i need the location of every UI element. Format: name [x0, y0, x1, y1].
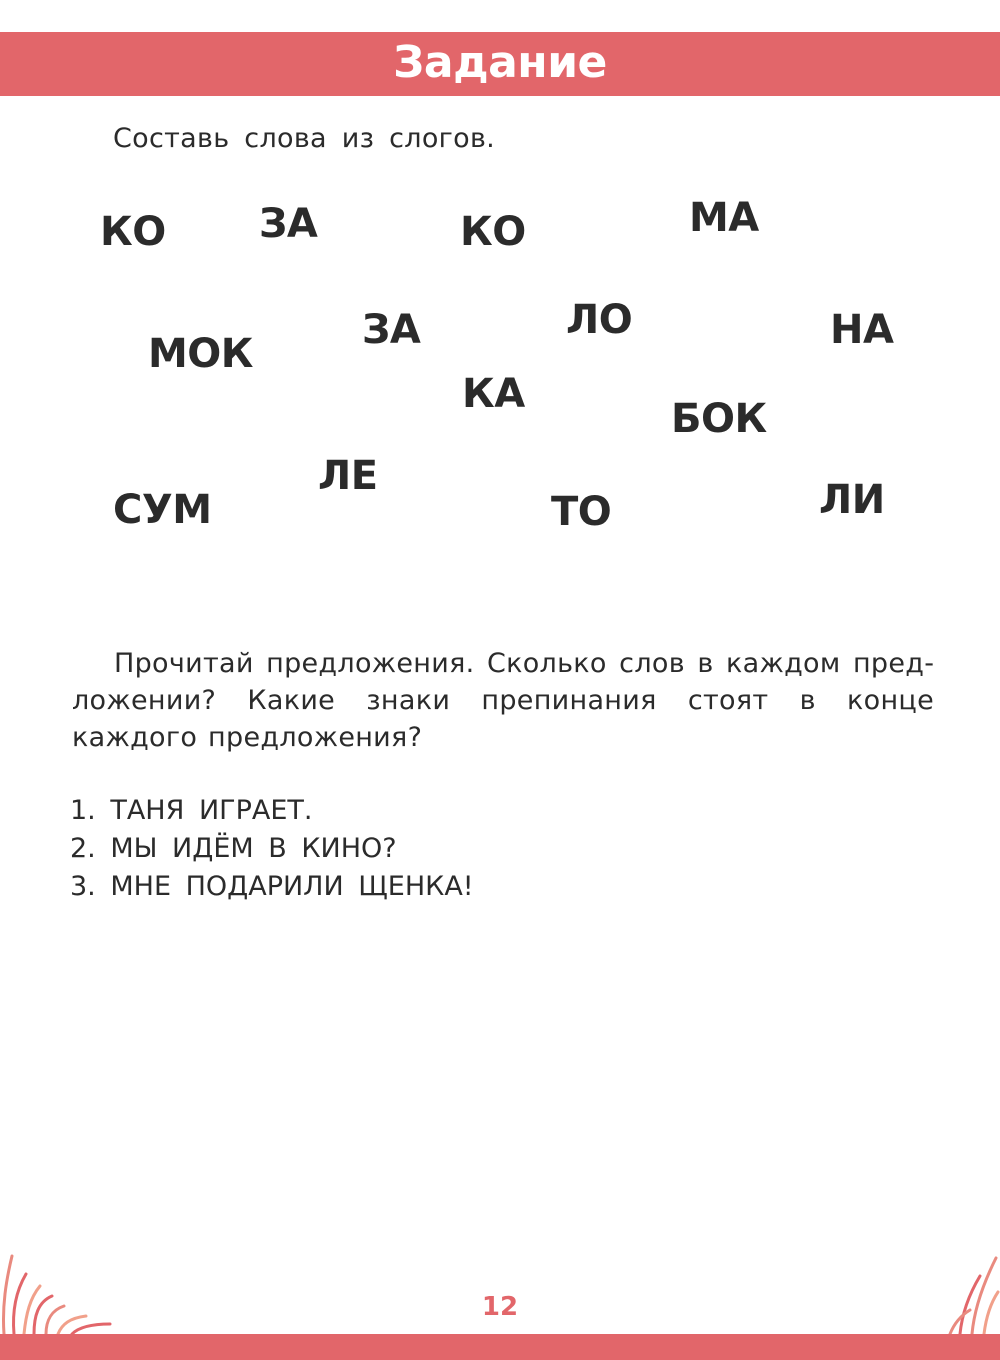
page-number: 12	[481, 1292, 519, 1322]
syllable-item: ЛО	[566, 297, 633, 343]
task1-instruction: Составь слова из слогов.	[113, 123, 496, 154]
syllable-item: КА	[462, 371, 525, 417]
syllable-item: МА	[689, 195, 759, 241]
task2-instruction: Прочитай предложения. Сколько слов в каждом предложении? Какие знаки препинания стоят в конце каждого предложения?	[72, 648, 934, 753]
syllable-item: БОК	[671, 396, 767, 442]
syllable-item: СУМ	[113, 487, 212, 533]
syllable-item: МОК	[148, 331, 254, 377]
syllable-item: ЛЕ	[318, 453, 378, 499]
syllable-item: КО	[100, 209, 166, 255]
grass-left-icon	[0, 1236, 140, 1336]
syllable-item: НА	[830, 307, 894, 353]
footer-band	[0, 1334, 1000, 1360]
sentence-item: 3. МНЕ ПОДАРИЛИ ЩЕНКА!	[70, 871, 474, 902]
syllable-item: ЛИ	[819, 477, 885, 523]
syllable-item: ТО	[551, 489, 612, 535]
page-title: Задание	[393, 37, 607, 88]
syllable-item: КО	[460, 209, 526, 255]
grass-right-icon	[940, 1236, 1000, 1336]
sentences-list	[70, 792, 474, 906]
syllable-item: ЗА	[259, 201, 318, 247]
syllable-item: ЗА	[362, 307, 421, 353]
sentence-item: 2. МЫ ИДЁМ В КИНО?	[70, 833, 397, 864]
sentence-item: 1. ТАНЯ ИГРАЕТ.	[70, 795, 313, 826]
